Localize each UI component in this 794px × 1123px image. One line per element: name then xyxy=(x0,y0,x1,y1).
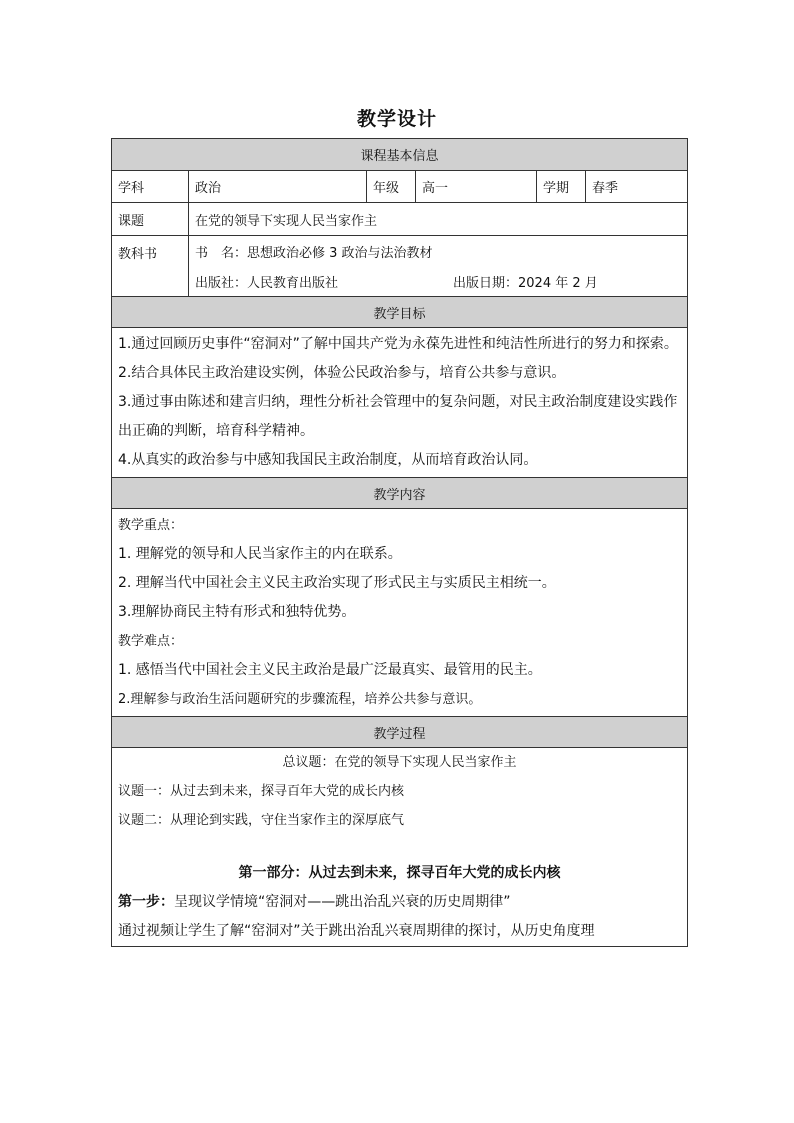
topic-row xyxy=(112,202,687,235)
step-one-description: 通过视频让学生了解“窑洞对”关于跳出治乱兴衰周期律的探讨，从历史角度理 xyxy=(118,923,595,939)
step-one-label: 第一步： xyxy=(118,894,174,910)
objectives-list xyxy=(112,328,687,477)
objectives-header-row xyxy=(112,296,687,327)
part-one-title: 第一部分：从过去到未来，探寻百年大党的成长内核 xyxy=(238,865,561,881)
topic-label: 课题 xyxy=(118,213,145,229)
topic-one: 议题一：从过去到未来，探寻百年大党的成长内核 xyxy=(118,784,405,799)
term-label: 学期 xyxy=(536,171,585,202)
term-value: 春季 xyxy=(585,171,687,202)
lesson-plan-table xyxy=(111,138,688,947)
step-one-text: 呈现议学情境“窑洞对——跳出治乱兴衰的历史周期律” xyxy=(174,894,511,910)
key-point-item: 3.理解协商民主特有形式和独特优势。 xyxy=(118,604,356,620)
objective-item: 3.通过事由陈述和建言归纳，理性分析社会管理中的复杂问题，对民主政治制度建设实践作出正确的判断，培育科学精神。 xyxy=(118,394,678,439)
topic-value: 在党的领导下实现人民当家作主 xyxy=(188,203,687,235)
content-row xyxy=(112,508,687,716)
key-point-item: 2. 理解当代中国社会主义民主政治实现了形式民主与实质民主相统一。 xyxy=(118,575,556,591)
basic-info-header: 课程基本信息 xyxy=(112,139,687,170)
content-header-row xyxy=(112,477,687,508)
difficult-points-label: 教学难点： xyxy=(118,634,184,649)
publisher: 出版社：人民教育出版社 xyxy=(195,275,339,291)
process-content xyxy=(112,748,687,946)
objective-item: 2.结合具体民主政治建设实例，体验公民政治参与，培育公共参与意识。 xyxy=(118,365,566,381)
process-row xyxy=(112,747,687,946)
objective-item: 4.从真实的政治参与中感知我国民主政治制度，从而培育政治认同。 xyxy=(118,452,538,468)
basic-info-header-row xyxy=(112,139,687,170)
key-point-item: 1. 理解党的领导和人民当家作主的内在联系。 xyxy=(118,546,402,562)
content-header: 教学内容 xyxy=(112,478,687,508)
page-title: 教学设计 xyxy=(356,108,437,130)
spacer xyxy=(118,835,681,859)
grade-value: 高一 xyxy=(415,171,536,202)
grade-label: 年级 xyxy=(366,171,415,202)
key-points-label: 教学重点： xyxy=(118,518,184,533)
publisher-line xyxy=(189,266,687,296)
difficult-point-item: 2.理解参与政治生活问题研究的步骤流程，培养公共参与意识。 xyxy=(118,692,482,707)
objective-item: 1.通过回顾历史事件“窑洞对”了解中国共产党为永葆先进性和纯洁性所进行的努力和探索。 xyxy=(118,336,678,352)
publication-date: 出版日期：2024 年 2 月 xyxy=(453,275,598,291)
topic-two: 议题二：从理论到实践，守住当家作主的深厚底气 xyxy=(118,813,405,828)
process-header: 教学过程 xyxy=(112,717,687,747)
process-header-row xyxy=(112,716,687,747)
textbook-details xyxy=(188,236,687,296)
content-list xyxy=(112,509,687,716)
subject-label: 学科 xyxy=(118,181,145,196)
overall-topic: 总议题：在党的领导下实现人民当家作主 xyxy=(282,755,517,770)
textbook-row xyxy=(112,235,687,296)
book-name: 书 名：思想政治必修 3 政治与法治教材 xyxy=(195,245,433,261)
textbook-label: 教科书 xyxy=(118,247,158,262)
objectives-header: 教学目标 xyxy=(112,297,687,327)
step-one xyxy=(118,888,681,917)
difficult-point-item: 1. 感悟当代中国社会主义民主政治是最广泛最真实、最管用的民主。 xyxy=(118,662,542,678)
subject-row xyxy=(112,170,687,202)
objectives-row xyxy=(112,327,687,477)
subject-value: 政治 xyxy=(188,171,366,202)
